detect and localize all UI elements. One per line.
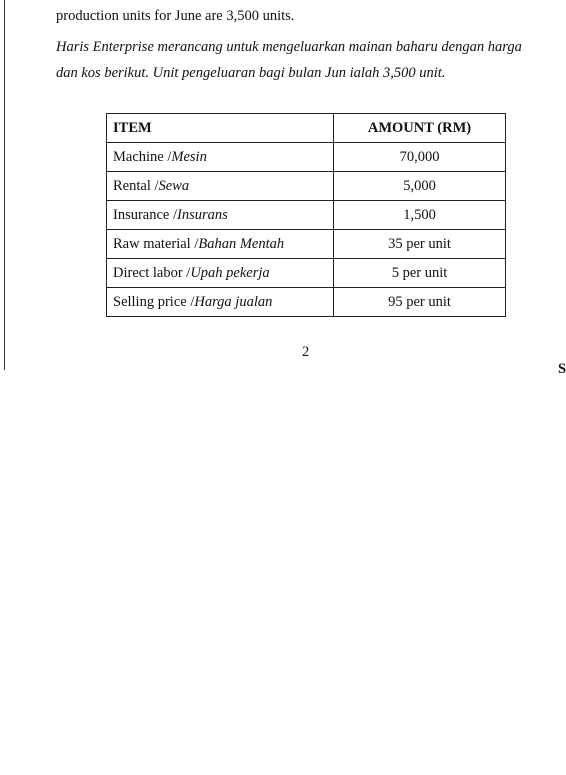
item-english: Direct labor / [113,264,191,281]
item-cell [107,230,334,259]
amount-cell: 5 per unit [334,259,506,288]
intro-malay-line-1: Haris Enterprise merancang untuk mengeluarkan mainan baharu dengan harga [56,39,522,55]
item-malay: Upah pekerja [190,264,270,281]
item-malay: Harga jualan [194,293,273,310]
item-english: Machine / [113,148,172,165]
amount-cell: 1,500 [334,201,506,230]
item-malay: Mesin [171,148,207,165]
table-row [107,288,506,317]
amount-cell: 35 per unit [334,230,506,259]
intro-english-line: production units for June are 3,500 units. [56,8,295,24]
item-english: Insurance / [113,206,178,223]
table-row [107,259,506,288]
item-cell [107,143,334,172]
item-column-header: ITEM [107,114,334,143]
item-cell [107,288,334,317]
item-cell [107,172,334,201]
table-row [107,230,506,259]
item-english: Raw material / [113,235,199,252]
item-cell [107,259,334,288]
item-malay: Insurans [177,206,228,223]
table-row [107,201,506,230]
item-english: Rental / [113,177,159,194]
intro-malay-line-2: dan kos berikut. Unit pengeluaran bagi bulan Jun ialah 3,500 unit. [56,65,446,81]
left-margin-rule [4,0,5,370]
item-english: Selling price / [113,293,195,310]
cost-table [106,113,506,317]
item-cell [107,201,334,230]
table-header-row [107,114,506,143]
item-malay: Bahan Mentah [198,235,285,252]
amount-column-header: AMOUNT (RM) [334,114,506,143]
amount-cell: 70,000 [334,143,506,172]
page-number: 2 [302,344,310,360]
amount-cell: 95 per unit [334,288,506,317]
table-row [107,172,506,201]
amount-cell: 5,000 [334,172,506,201]
cut-off-edge-text: S [558,361,566,377]
table-row [107,143,506,172]
item-malay: Sewa [158,177,190,194]
